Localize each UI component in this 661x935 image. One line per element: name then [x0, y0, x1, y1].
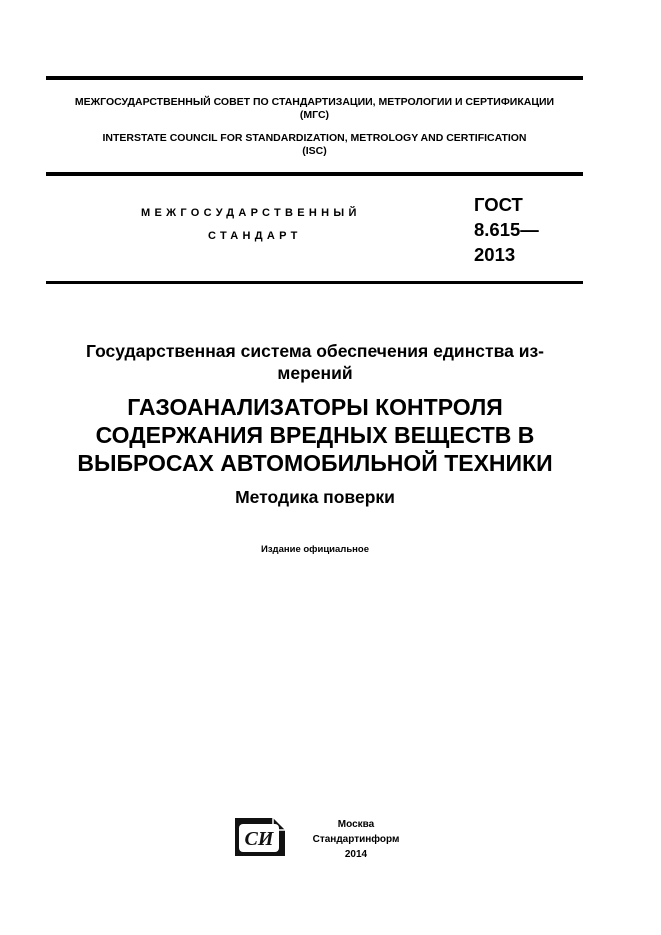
gost-year: 2013 — [474, 244, 516, 265]
council-name-en: INTERSTATE COUNCIL FOR STANDARDIZATION, METROLOGY AND CERTIFICATION — [102, 132, 527, 144]
standartinform-logo-icon — [233, 815, 287, 858]
series-title-line1: Государственная система обеспечения единства из- — [86, 341, 544, 361]
title-divider — [46, 281, 583, 284]
main-title-line2: СОДЕРЖАНИЯ ВРЕДНЫХ ВЕЩЕСТВ В — [95, 422, 535, 448]
standard-kind-line1: МЕЖГОСУДАРСТВЕННЫЙ — [141, 207, 361, 219]
council-name-ru: МЕЖГОСУДАРСТВЕННЫЙ СОВЕТ ПО СТАНДАРТИЗАЦИИ, МЕТРОЛОГИИ И СЕРТИФИКАЦИИ — [74, 96, 555, 108]
main-title-line3: ВЫБРОСАХ АВТОМОБИЛЬНОЙ ТЕХНИКИ — [77, 450, 553, 476]
council-abbr-en: (ISC) — [302, 145, 327, 157]
series-title-line2: мерений — [277, 363, 353, 383]
gost-number: 8.615— — [474, 219, 539, 240]
imprint-year: 2014 — [344, 849, 368, 860]
top-rule — [46, 76, 583, 80]
council-abbr-ru: (МГС) — [299, 109, 330, 121]
main-title-line1: ГАЗОАНАЛИЗАТОРЫ КОНТРОЛЯ — [127, 394, 503, 420]
gost-prefix: ГОСТ — [474, 194, 523, 215]
svg-text:СИ: СИ — [244, 828, 274, 850]
imprint-publisher: Стандартинформ — [312, 834, 400, 845]
header-divider — [46, 172, 583, 176]
edition-note: Издание официальное — [261, 544, 369, 555]
imprint-city: Москва — [337, 819, 375, 830]
document-subtitle: Методика поверки — [235, 487, 395, 507]
standard-kind-line2: СТАНДАРТ — [208, 230, 302, 242]
